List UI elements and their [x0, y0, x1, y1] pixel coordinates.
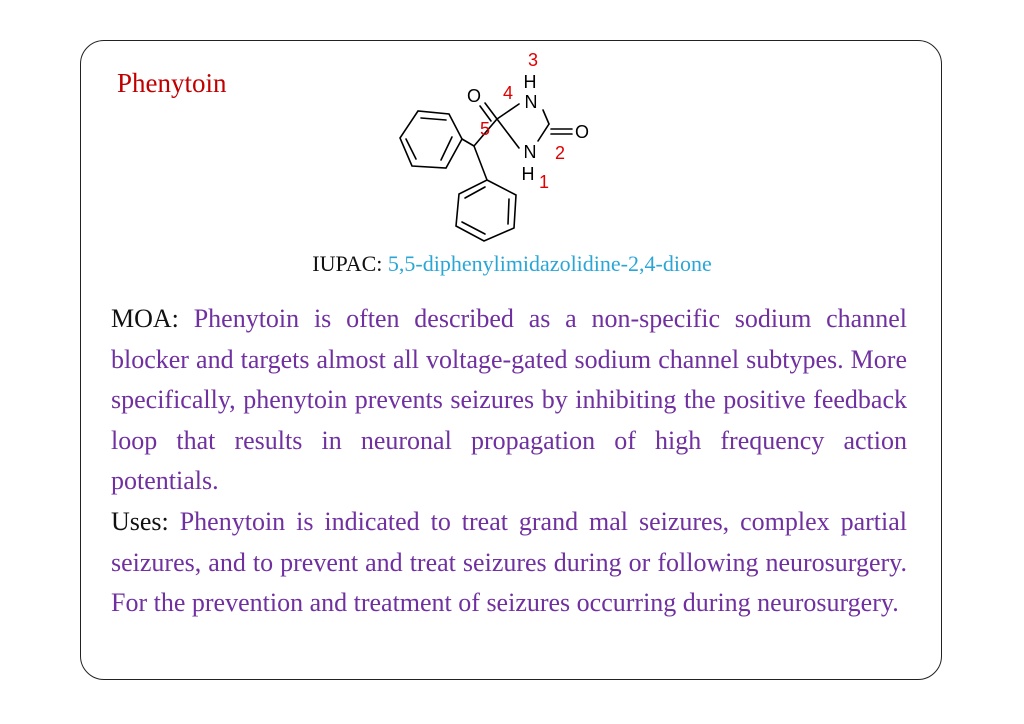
hydrogen-1-label: H [521, 164, 535, 184]
iupac-line [0, 251, 1024, 277]
phenyl-ring-bottom [456, 180, 516, 241]
bond-c2-n1 [538, 124, 549, 141]
iupac-label: IUPAC: [312, 251, 383, 276]
bond-n1-c5 [497, 119, 519, 148]
bond-c5-phenyl-bottom [474, 146, 487, 180]
uses-label: Uses: [111, 507, 169, 536]
nitrogen-3-label: N [524, 92, 538, 112]
phenytoin-structure-diagram [390, 44, 610, 254]
ring-number-2: 2 [554, 143, 566, 163]
bond-c5-phenyl-top [462, 139, 474, 146]
oxygen-4-label: O [466, 86, 482, 106]
phenyl-top-double-1 [441, 137, 452, 160]
iupac-name: 5,5-diphenylimidazolidine-2,4-dione [387, 251, 712, 276]
moa-paragraph [111, 299, 907, 502]
ring-number-3: 3 [527, 50, 539, 70]
hydrogen-3-label: H [523, 72, 537, 92]
uses-paragraph [111, 502, 907, 624]
nitrogen-1-label: N [523, 142, 537, 162]
ring-number-5: 5 [479, 119, 491, 139]
moa-text: Phenytoin is often described as a non-specific sodium channel blocker and targets almost all voltage-gated sodium channel subtypes. More specifically, phenytoin prevents seizures by inhibiting the positive feedback loop that results in neuronal propagation of high frequency action potentials. [111, 304, 907, 496]
phenyl-top-double-3 [421, 118, 446, 120]
ring-number-1: 1 [538, 172, 550, 192]
bond-c4-n3 [497, 104, 519, 119]
moa-label: MOA: [111, 304, 179, 333]
oxygen-2-label: O [574, 122, 590, 142]
bond-n3-c2 [543, 110, 549, 124]
uses-text: Phenytoin is indicated to treat grand mal seizures, complex partial seizures, and to prevent and treat seizures during or following neurosurgery. For the prevention and treatment of seizures occurring during neurosurgery. [111, 507, 907, 618]
phenyl-bottom-double-1 [508, 199, 509, 224]
ring-number-4: 4 [502, 83, 514, 103]
drug-title: Phenytoin [117, 68, 227, 98]
phenyl-bottom-double-2 [462, 222, 485, 234]
